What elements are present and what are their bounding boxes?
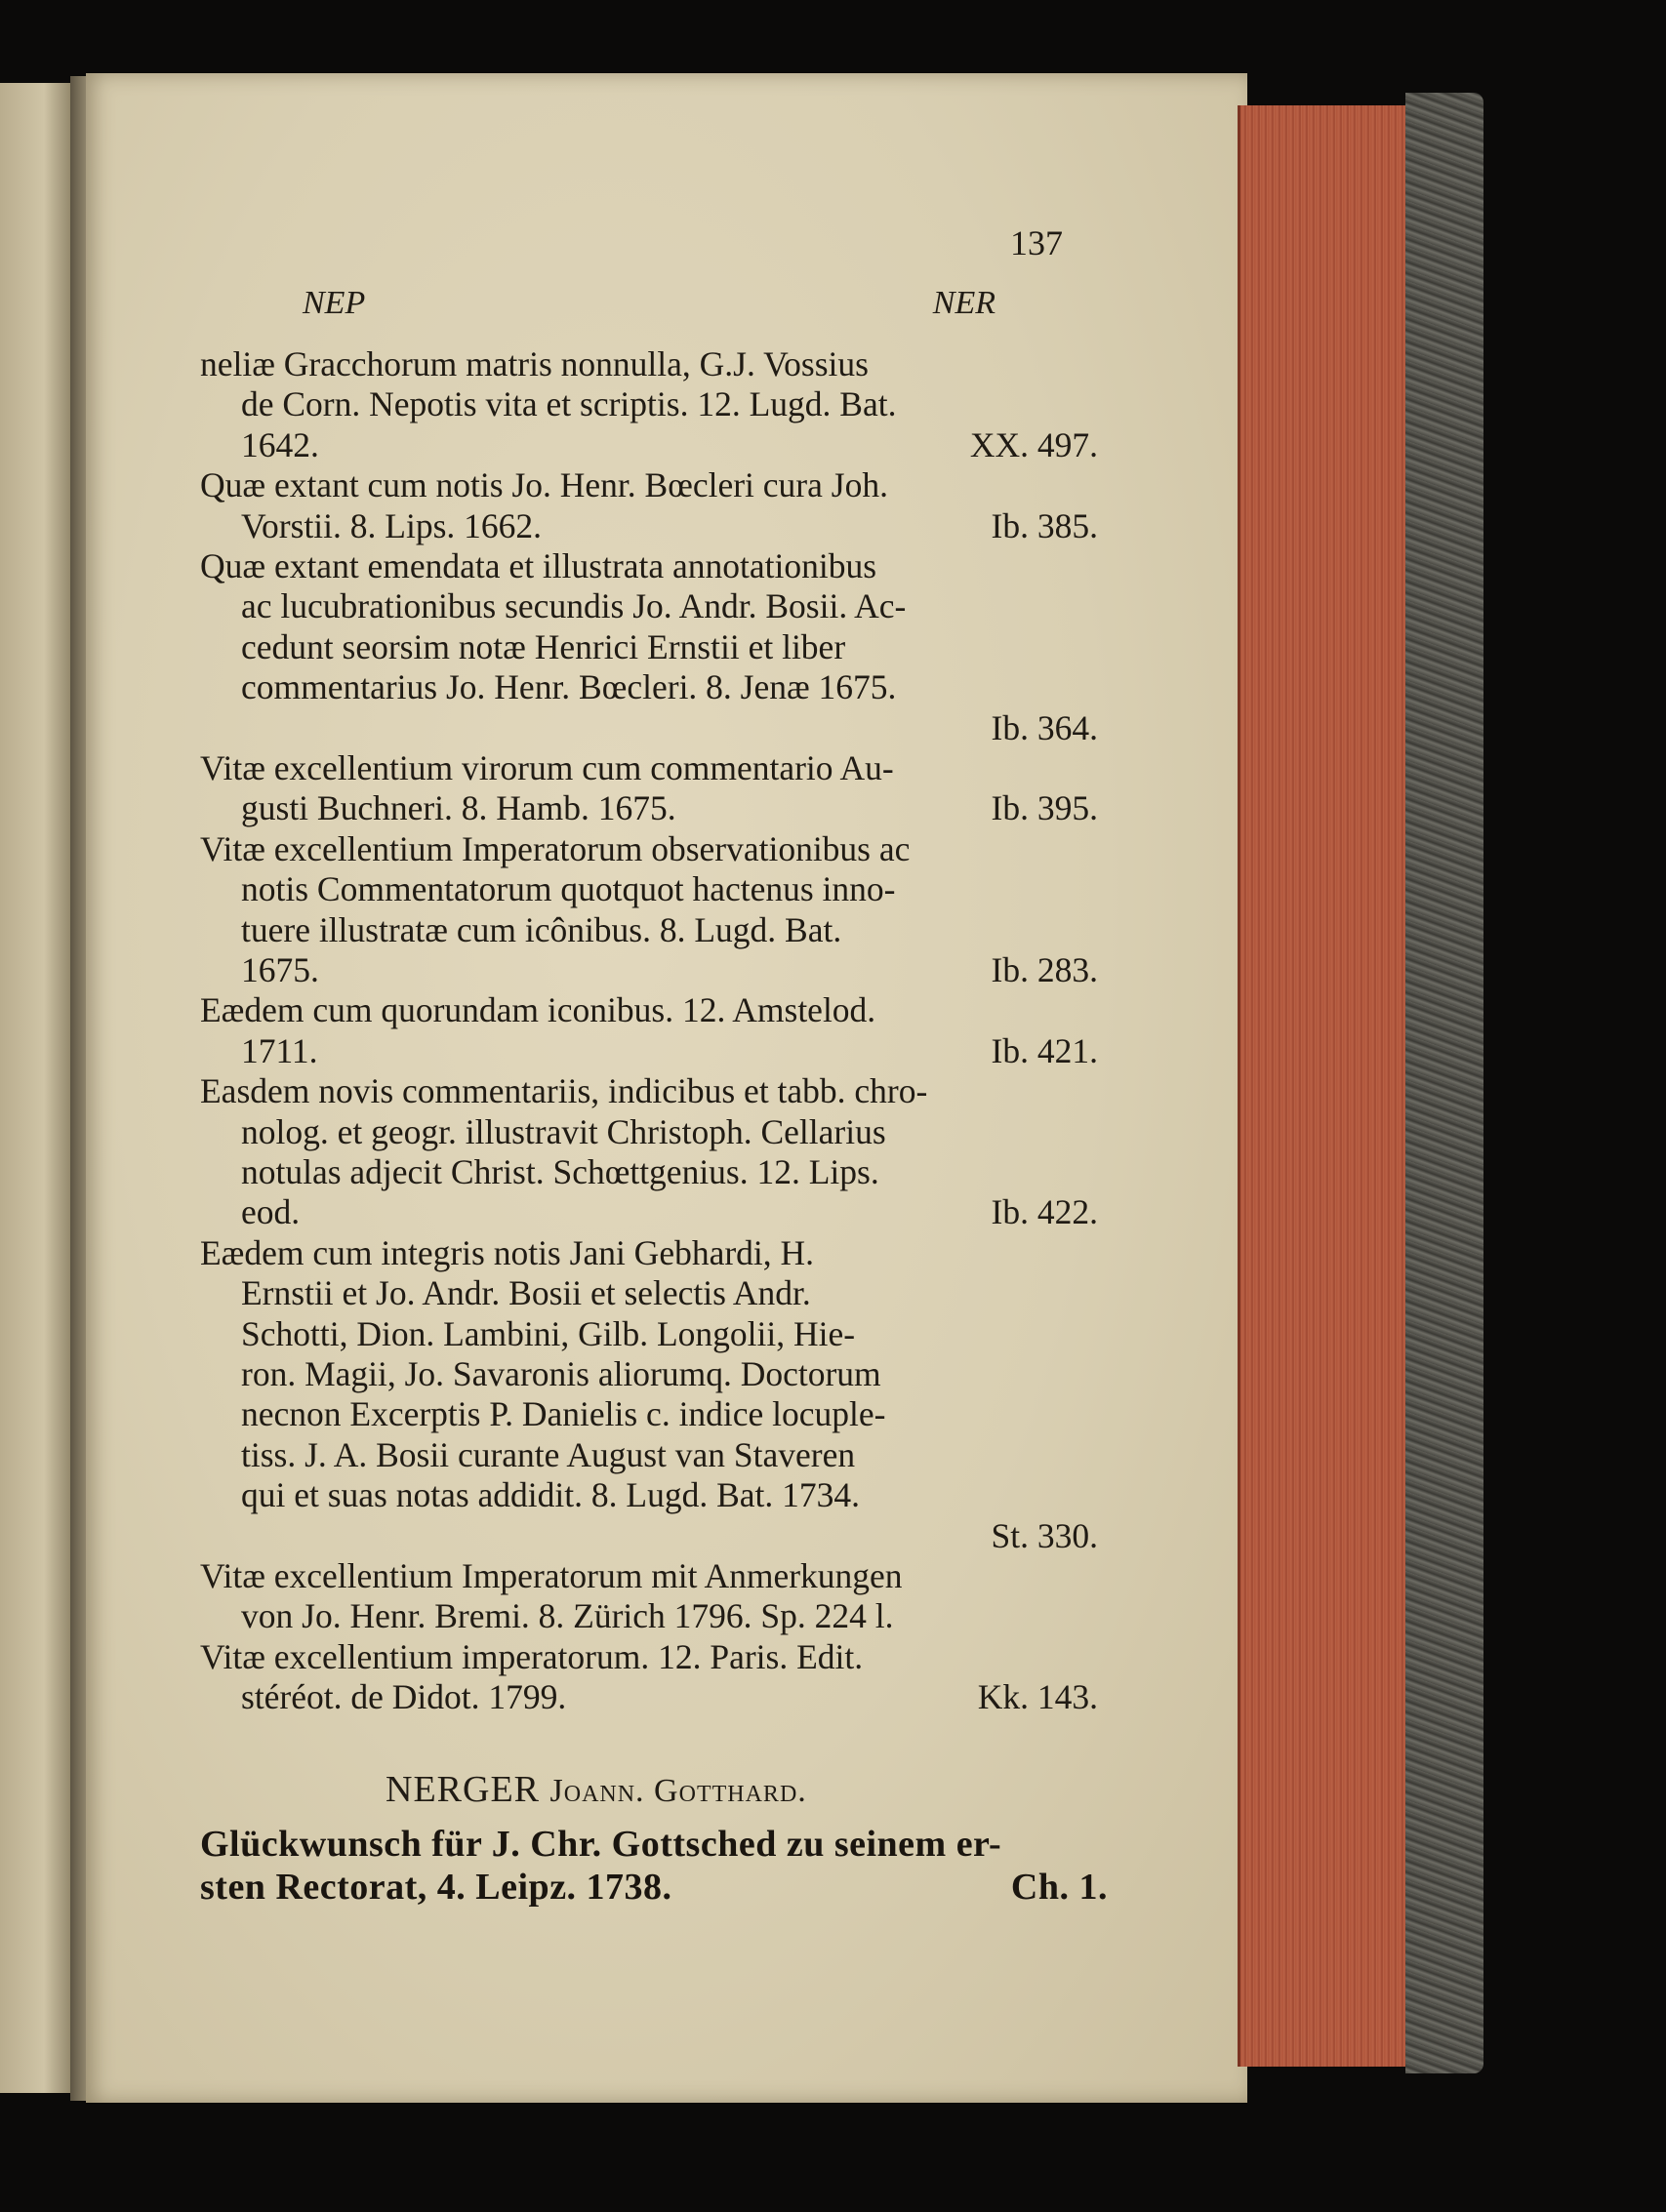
catalog-line-text: cedunt seorsim notæ Henrici Ernstii et liber (241, 626, 846, 666)
catalog-line-text: ac lucubrationibus secundis Jo. Andr. Bosii. Ac- (241, 586, 907, 626)
catalog-line-ref: Kk. 143. (977, 1677, 1098, 1717)
left-page-edge (0, 83, 73, 2093)
catalog-line-text: eod. (241, 1192, 301, 1232)
catalog-line (241, 506, 1098, 547)
catalog-line-text: neliæ Gracchorum matris nonnulla, G.J. Vossius (200, 344, 869, 383)
catalog-line-text: nolog. et geogr. illustravit Christoph. Cellarius (241, 1111, 886, 1151)
catalog-line (241, 667, 1098, 708)
catalog-line-text: tuere illustratæ cum icônibus. 8. Lugd. Bat. (241, 909, 842, 949)
catalog-line (241, 1273, 1098, 1314)
catalog-line-text: Vitæ excellentium Imperatorum mit Anmerkungen (200, 1556, 903, 1595)
page-number: 137 (1010, 223, 1063, 262)
catalog-line-text: Vitæ excellentium imperatorum. 12. Paris. Edit. (200, 1636, 864, 1676)
catalog-line-text: stéréot. de Didot. 1799. (241, 1677, 567, 1717)
catalog-line-ref: Ib. 421. (991, 1030, 1098, 1070)
catalog-line-text: Quæ extant cum notis Jo. Henr. Bœcleri cura Joh. (200, 465, 888, 505)
catalog-line (241, 586, 1098, 627)
catalog-line (241, 1677, 1098, 1718)
red-page-edges (1238, 105, 1411, 2067)
header-left: NEP (303, 285, 366, 321)
catalog-line-ref: St. 330. (991, 1515, 1098, 1555)
catalog-line (241, 1112, 1098, 1153)
catalog-line-text: necnon Excerptis P. Danielis c. indice locuple- (241, 1394, 886, 1434)
catalog-line-text: qui et suas notas addidit. 8. Lugd. Bat. 1734. (241, 1475, 861, 1515)
catalog-line-text: Easdem novis commentariis, indicibus et tabb. chro- (200, 1071, 928, 1111)
catalog-line-text: gusti Buchneri. 8. Hamb. 1675. (241, 788, 676, 828)
catalog-line-ref: Ib. 283. (991, 950, 1098, 989)
catalog-line-text: 1642. (241, 424, 319, 464)
catalog-line-text: Eædem cum quorundam iconibus. 12. Amstelod. (200, 990, 876, 1030)
catalog-line (200, 1071, 1098, 1112)
catalog-line (241, 1354, 1098, 1395)
catalog-line (241, 1394, 1098, 1435)
catalog-line-ref: XX. 497. (969, 424, 1098, 464)
catalog-line-text: ron. Magii, Jo. Savaronis aliorumq. Doctorum (241, 1354, 881, 1393)
author-heading (386, 1768, 807, 1811)
catalog-line-ref: Ib. 395. (991, 788, 1098, 828)
catalog-line-text: de Corn. Nepotis vita et scriptis. 12. Lugd. Bat. (241, 384, 897, 424)
catalog-line-text: Eædem cum integris notis Jani Gebhardi, H. (200, 1232, 815, 1272)
catalog-line (241, 627, 1098, 668)
catalog-line-ref: Ib. 422. (991, 1192, 1098, 1232)
catalog-line (241, 869, 1098, 910)
catalog-line-text: Vitæ excellentium virorum cum commentario Au- (200, 748, 894, 787)
catalog-line (241, 788, 1098, 829)
catalog-line-ref: Ib. 385. (991, 505, 1098, 545)
fraktur-line-2 (200, 1866, 1108, 1909)
catalog-line-text: 1675. (241, 950, 319, 989)
catalog-line (200, 748, 1098, 789)
catalog-line (241, 910, 1098, 951)
catalog-line-text: tiss. J. A. Bosii curante August van Staveren (241, 1434, 856, 1474)
fraktur-text: Glückwunsch für J. Chr. Gottsched zu seinem er- (200, 1824, 1002, 1865)
catalog-line-text: von Jo. Henr. Bremi. 8. Zürich 1796. Sp. 224 l. (241, 1596, 894, 1636)
author-given-names: Joann. Gotthard. (549, 1773, 807, 1809)
catalog-line (200, 990, 1098, 1031)
catalog-line (241, 1435, 1098, 1476)
catalog-line (200, 1556, 1098, 1597)
catalog-line-text: Schotti, Dion. Lambini, Gilb. Longolii, Hie- (241, 1313, 856, 1353)
catalog-line (200, 344, 1098, 385)
catalog-line (200, 1233, 1098, 1274)
marbled-cover (1405, 93, 1483, 2073)
catalog-line-ref: Ib. 364. (991, 707, 1098, 747)
fraktur-text: sten Rectorat, 4. Leipz. 1738. (200, 1867, 672, 1908)
catalog-line (200, 465, 1098, 506)
catalog-line-text: notis Commentatorum quotquot hactenus inno- (241, 869, 896, 909)
catalog-line-text: notulas adjecit Christ. Schœttgenius. 12. Lips. (241, 1152, 879, 1191)
catalog-line-text: Vorstii. 8. Lips. 1662. (241, 505, 543, 545)
catalog-line (241, 1152, 1098, 1193)
catalog-line (241, 1475, 1098, 1516)
catalog-line (241, 425, 1098, 466)
catalog-line-text: Vitæ excellentium Imperatorum observationibus ac (200, 828, 911, 868)
catalog-line (241, 1596, 1098, 1637)
catalog-line (241, 1192, 1098, 1233)
catalog-line-text: Quæ extant emendata et illustrata annotationibus (200, 546, 877, 585)
catalog-line (241, 1031, 1098, 1072)
author-surname: NERGER (386, 1769, 540, 1810)
catalog-line-text: 1711. (241, 1030, 318, 1070)
header-right: NER (932, 285, 996, 321)
catalog-line (241, 950, 1098, 991)
catalog-line (200, 829, 1098, 870)
running-header (303, 285, 996, 328)
catalog-line-text: Ernstii et Jo. Andr. Bosii et selectis Andr. (241, 1273, 811, 1313)
catalog-line-text: commentarius Jo. Henr. Bœcleri. 8. Jenæ 1675. (241, 667, 897, 707)
catalog-line (241, 384, 1098, 425)
catalog-line (200, 1637, 1098, 1678)
fraktur-ref: Ch. 1. (1010, 1867, 1108, 1908)
catalog-line (241, 1314, 1098, 1355)
catalog-line (200, 546, 1098, 587)
fraktur-line-1 (200, 1823, 1108, 1866)
